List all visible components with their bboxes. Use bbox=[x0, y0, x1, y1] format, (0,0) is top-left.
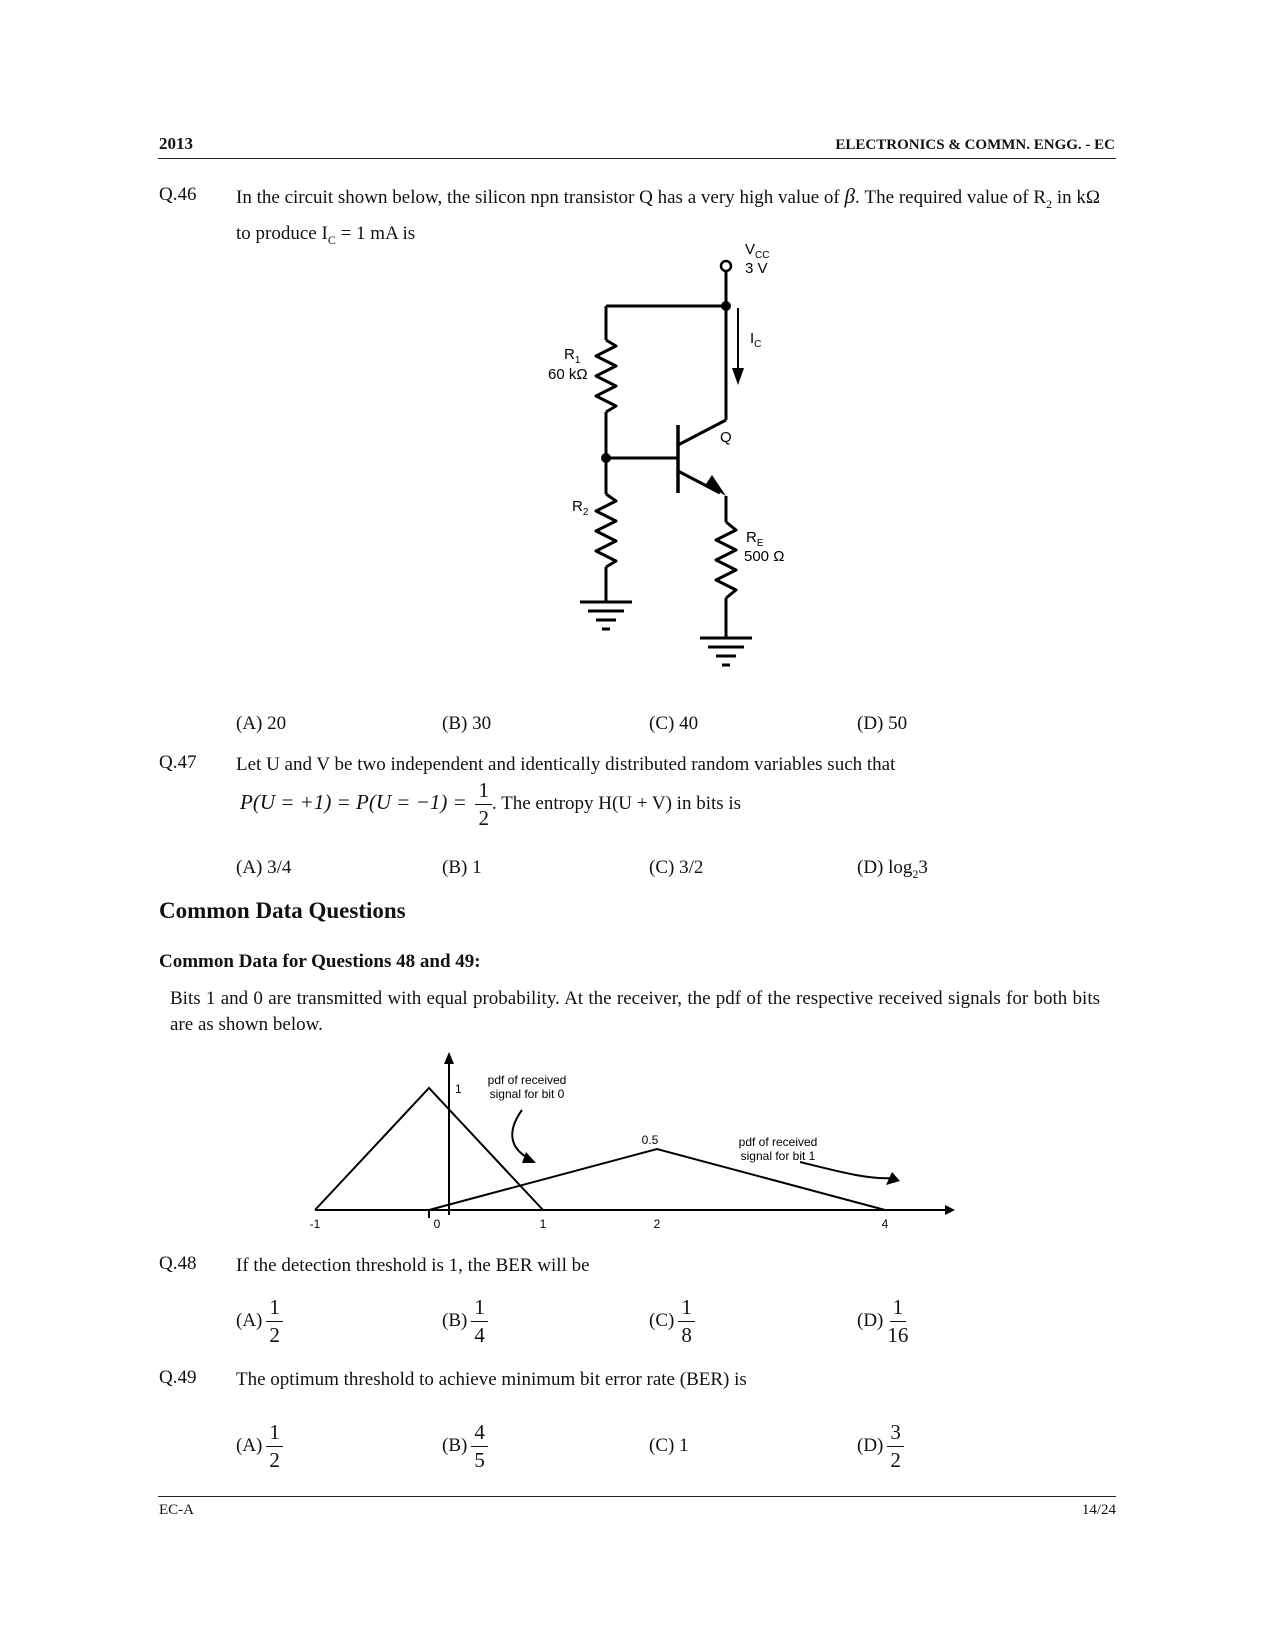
q48-option-d: (D) $\frac{1}{16}$ bbox=[857, 1295, 909, 1347]
re-label: $R_E$ bbox=[746, 529, 764, 549]
q49-text: The optimum threshold to achieve minimum bit error rate (BER) is bbox=[236, 1369, 747, 1390]
q49-option-d: (D) $\frac{3}{2}$ bbox=[857, 1422, 904, 1471]
q47-number: Q.47 bbox=[159, 752, 197, 773]
q47-option-d: (D) $\log_23$ bbox=[857, 857, 928, 881]
q48-option-a: (A) $\frac{1}{2}$ bbox=[236, 1297, 283, 1346]
peak-label-bit0: 1 bbox=[455, 1082, 462, 1096]
annotation-bit1-line1: pdf of received bbox=[738, 1135, 818, 1149]
re-value: 500 Ω bbox=[744, 548, 785, 565]
q46-option-a: (A) 20 bbox=[236, 713, 287, 734]
q48-option-c: (C) $\frac{1}{8}$ bbox=[649, 1297, 695, 1346]
q46-number: Q.46 bbox=[159, 184, 197, 205]
bit0-leader-arrow bbox=[522, 1152, 536, 1163]
r1-label: $R_1$ bbox=[564, 346, 581, 366]
annotation-bit0-line1: pdf of received bbox=[487, 1073, 567, 1087]
x-tick-label: 0 bbox=[433, 1217, 441, 1231]
common-data-subtitle: Common Data for Questions 48 and 49: bbox=[159, 951, 481, 972]
y-axis-arrow bbox=[444, 1052, 454, 1064]
header-title: ELECTRONICS & COMMN. ENGG. - EC bbox=[835, 137, 1115, 153]
circuit-diagram bbox=[520, 240, 820, 690]
x-tick-label: 1 bbox=[539, 1217, 547, 1231]
q49-option-c: (C) 1 bbox=[649, 1435, 689, 1456]
r2-label: $R_2$ bbox=[572, 498, 589, 518]
x-tick-label: 2 bbox=[653, 1217, 661, 1231]
annotation-bit0-line2: signal for bit 0 bbox=[489, 1087, 565, 1101]
pdf-chart bbox=[300, 1050, 960, 1235]
annotation-bit1-line2: signal for bit 1 bbox=[740, 1149, 816, 1163]
vcc-value: 3 V bbox=[745, 260, 768, 277]
vcc-label: $V_{CC}$ bbox=[745, 241, 770, 261]
q46-option-c: (C) 40 bbox=[649, 713, 699, 734]
x-tick-label: 4 bbox=[881, 1217, 889, 1231]
footer-right: 14/24 bbox=[1081, 1502, 1116, 1518]
q46-option-b: (B) 30 bbox=[442, 713, 492, 734]
common-data-paragraph: Bits 1 and 0 are transmitted with equal probability. At the receiver, the pdf of the respective received signals for both bits are as shown below. bbox=[170, 988, 1100, 1035]
q46-text: In the circuit shown below, the silicon npn transistor Q has a very high value of β. The required value of $R_2$ in kΩ to produce $I_C = 1$ mA is bbox=[236, 184, 1101, 247]
header-rule bbox=[158, 158, 1116, 159]
x-tick-label: -1 bbox=[309, 1217, 321, 1231]
pdf-bit1-line bbox=[429, 1149, 885, 1210]
peak-label-bit1: 0.5 bbox=[641, 1133, 659, 1147]
q47-line1: Let U and V be two independent and identically distributed random variables such that bbox=[236, 754, 896, 775]
footer-left: EC-A bbox=[159, 1502, 194, 1518]
q49-option-b: (B) $\frac{4}{5}$ bbox=[442, 1422, 488, 1471]
bit0-leader bbox=[512, 1110, 532, 1160]
q47-option-b: (B) 1 bbox=[442, 857, 482, 878]
q48-text: If the detection threshold is 1, the BER will be bbox=[236, 1255, 590, 1276]
bit1-leader bbox=[800, 1162, 896, 1178]
q46-option-d: (D) 50 bbox=[857, 713, 908, 734]
header-year: 2013 bbox=[159, 134, 193, 153]
section-title: Common Data Questions bbox=[159, 898, 406, 923]
q-label: Q bbox=[720, 429, 732, 446]
pdf-bit0-line bbox=[315, 1088, 543, 1210]
q47-line2: P(U = +1) = P(U = −1) = $\frac{1}{2}$ . The entropy H(U + V) in bits is bbox=[240, 778, 742, 830]
ic-label: $I_C$ bbox=[750, 330, 762, 350]
q49-option-a: (A) $\frac{1}{2}$ bbox=[236, 1422, 283, 1471]
footer-rule bbox=[158, 1496, 1116, 1497]
q48-number: Q.48 bbox=[159, 1253, 197, 1274]
q48-option-b: (B) $\frac{1}{4}$ bbox=[442, 1297, 488, 1346]
q47-option-c: (C) 3/2 bbox=[649, 857, 704, 878]
q47-option-a: (A) 3/4 bbox=[236, 857, 292, 878]
x-axis-arrow bbox=[945, 1205, 955, 1215]
r1-value: 60 kΩ bbox=[548, 366, 588, 383]
q49-number: Q.49 bbox=[159, 1367, 197, 1388]
